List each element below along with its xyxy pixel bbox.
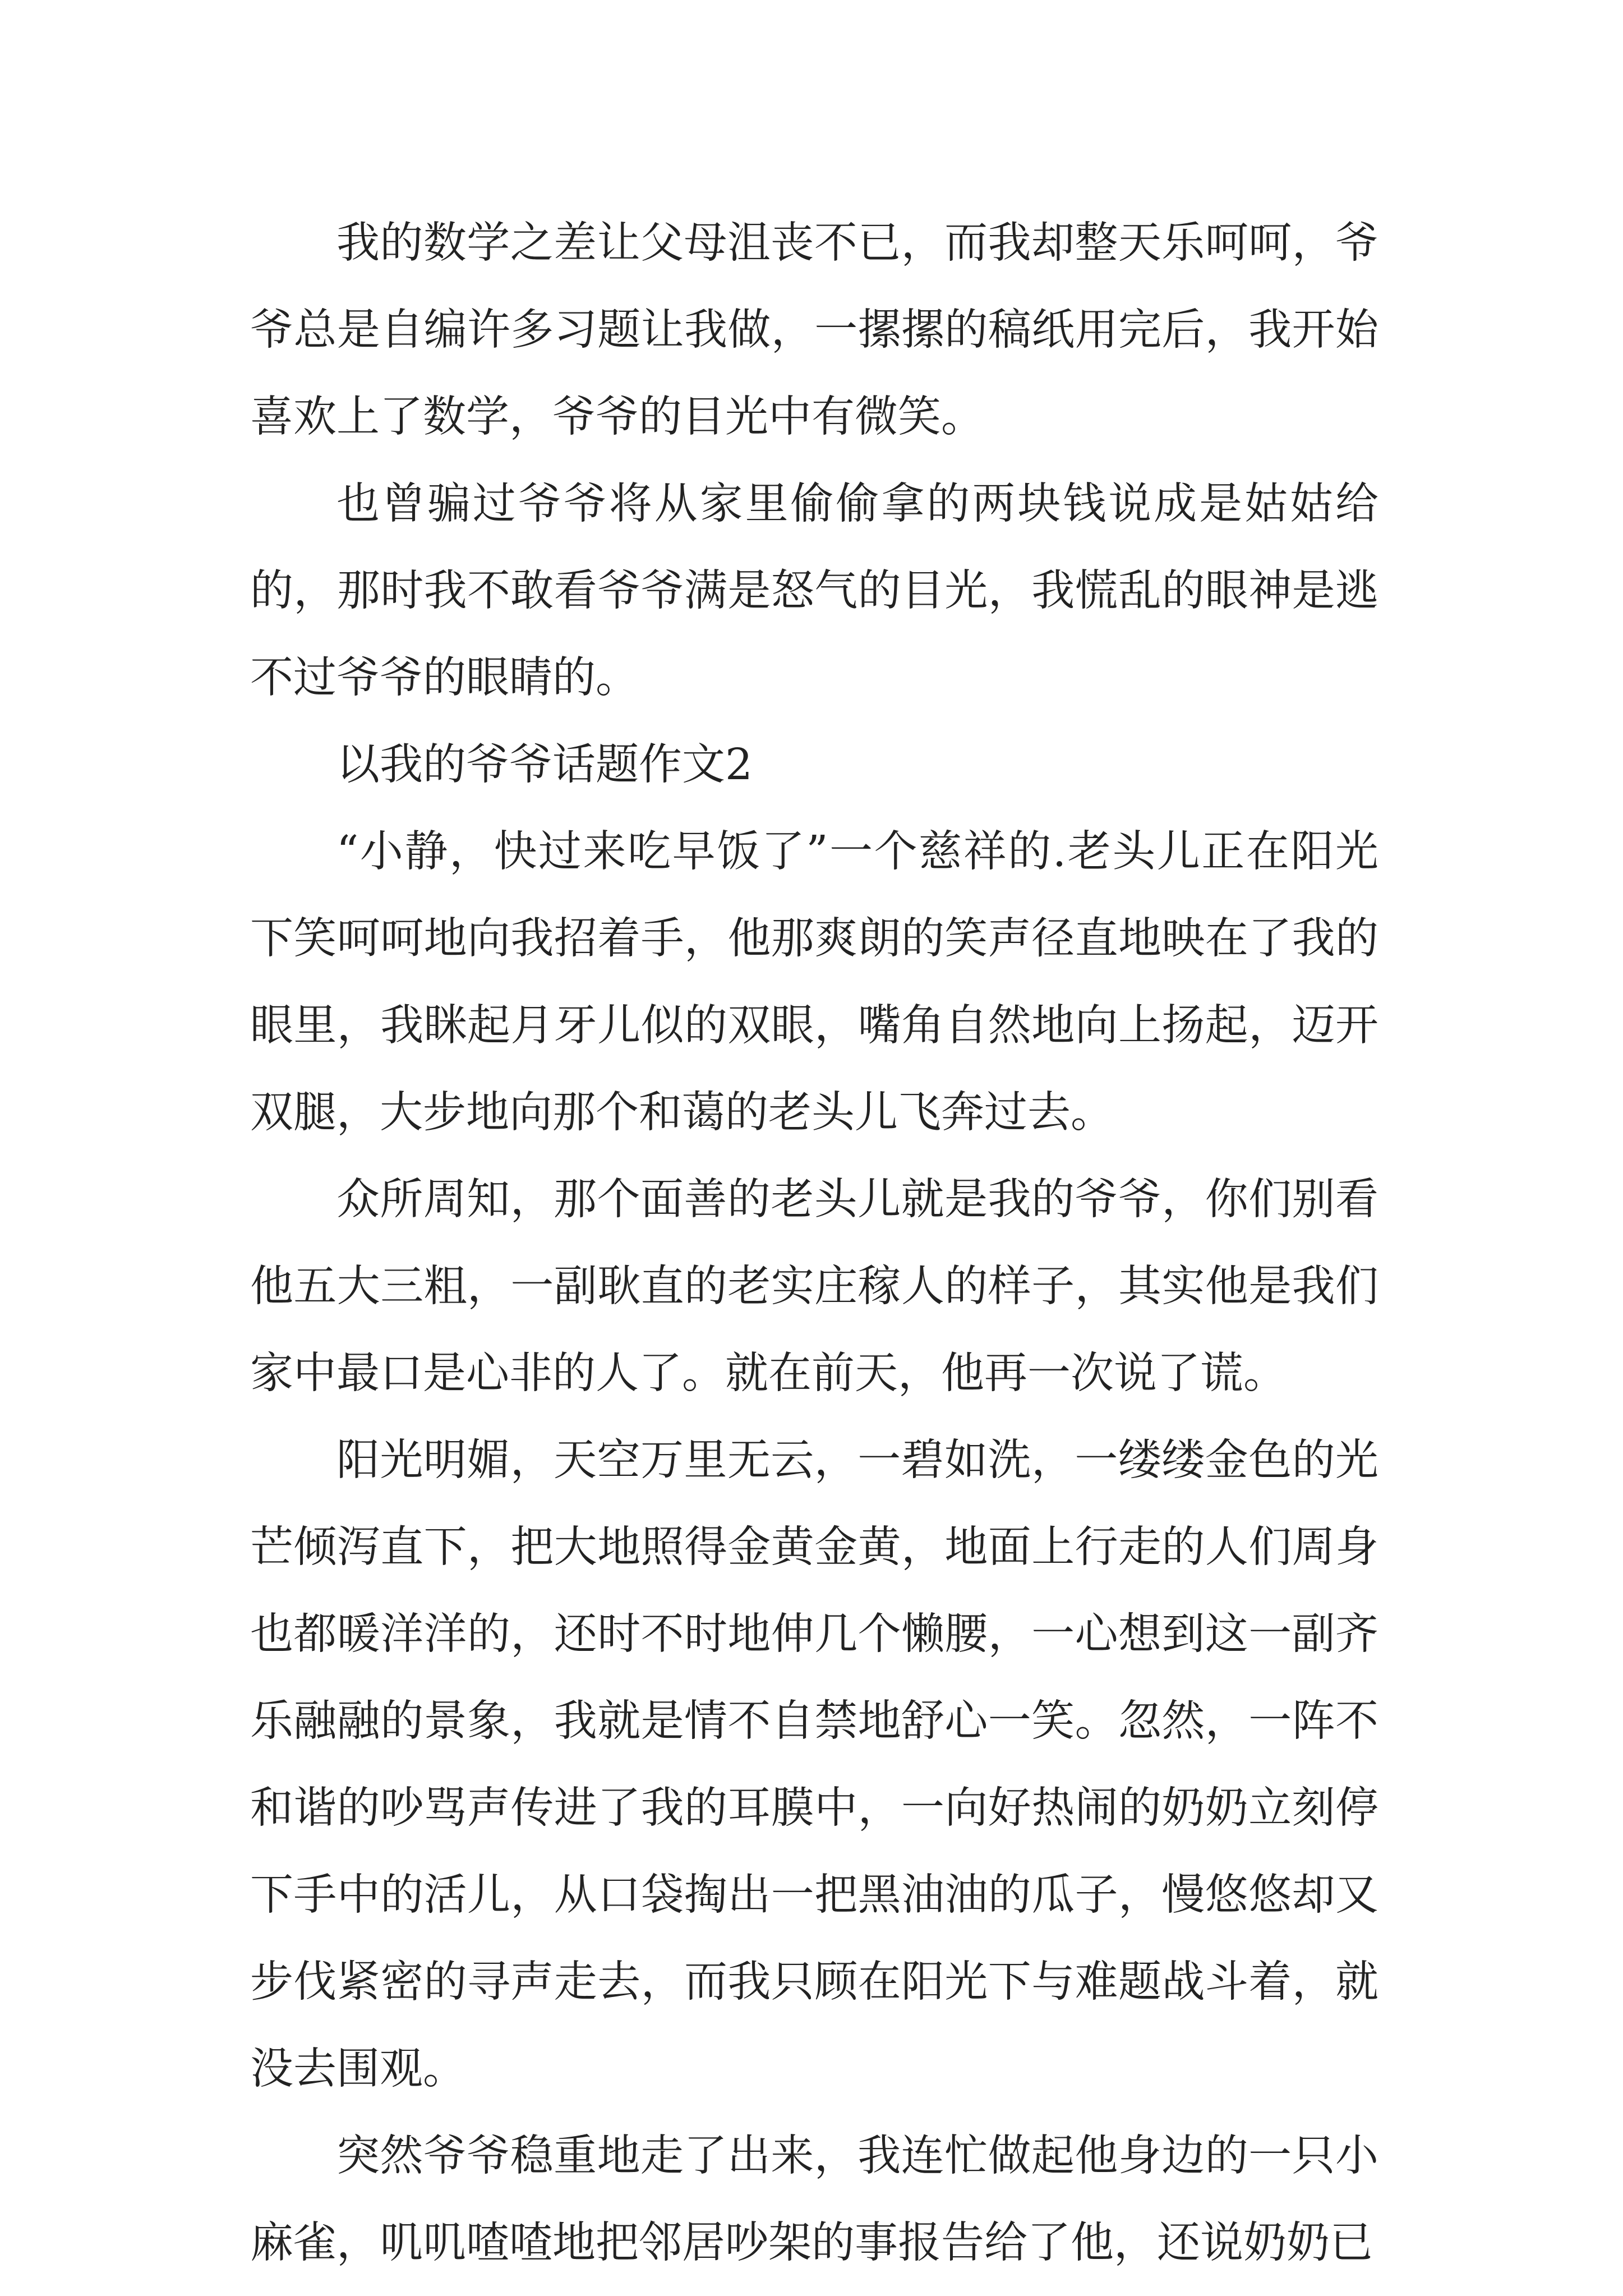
paragraph: 众所周知，那个面善的老头儿就是我的爷爷，你们别看他五大三粗，一副耿直的老实庄稼人的样子，其实他是我们家中最口是心非的人了。就在前天，他再一次说了谎。 [250, 1175, 1378, 1398]
paragraph: 我的数学之差让父母沮丧不已，而我却整天乐呵呵，爷爷总是自编许多习题让我做，一摞摞的稿纸用完后，我开始喜欢上了数学，爷爷的目光中有微笑。 [250, 218, 1378, 442]
paragraph: “小静，快过来吃早饭了”一个慈祥的.老头儿正在阳光下笑呵呵地向我招着手，他那爽朗的笑声径直地映在了我的眼里，我眯起月牙儿似的双眼，嘴角自然地向上扬起，迈开双腿，大步地向那个和蔼的老头儿飞奔过去。 [250, 827, 1378, 1138]
paragraph: 突然爷爷稳重地走了出来，我连忙做起他身边的一只小麻雀，叽叽喳喳地把邻居吵架的事报告给了他，还说奶奶已 [250, 2131, 1378, 2268]
paragraph: 也曾骗过爷爷将从家里偷偷拿的两块钱说成是姑姑给的，那时我不敢看爷爷满是怒气的目光，我慌乱的眼神是逃不过爷爷的眼睛的。 [250, 479, 1378, 703]
section-heading: 以我的爷爷话题作文2 [336, 740, 753, 790]
document-body [250, 200, 1378, 2286]
paragraph: 阳光明媚，天空万里无云，一碧如洗，一缕缕金色的光芒倾泻直下，把大地照得金黄金黄，地面上行走的人们周身也都暖洋洋的，还时不时地伸几个懒腰，一心想到这一副齐乐融融的景象，我就是情不自禁地舒心一笑。忽然，一阵不和谐的吵骂声传进了我的耳膜中，一向好热闹的奶奶立刻停下手中的活儿，从口袋掏出一把黑油油的瓜子，慢悠悠却又步伐紧密的寻声走去，而我只顾在阳光下与难题战斗着，就没去围观。 [250, 1435, 1378, 2094]
